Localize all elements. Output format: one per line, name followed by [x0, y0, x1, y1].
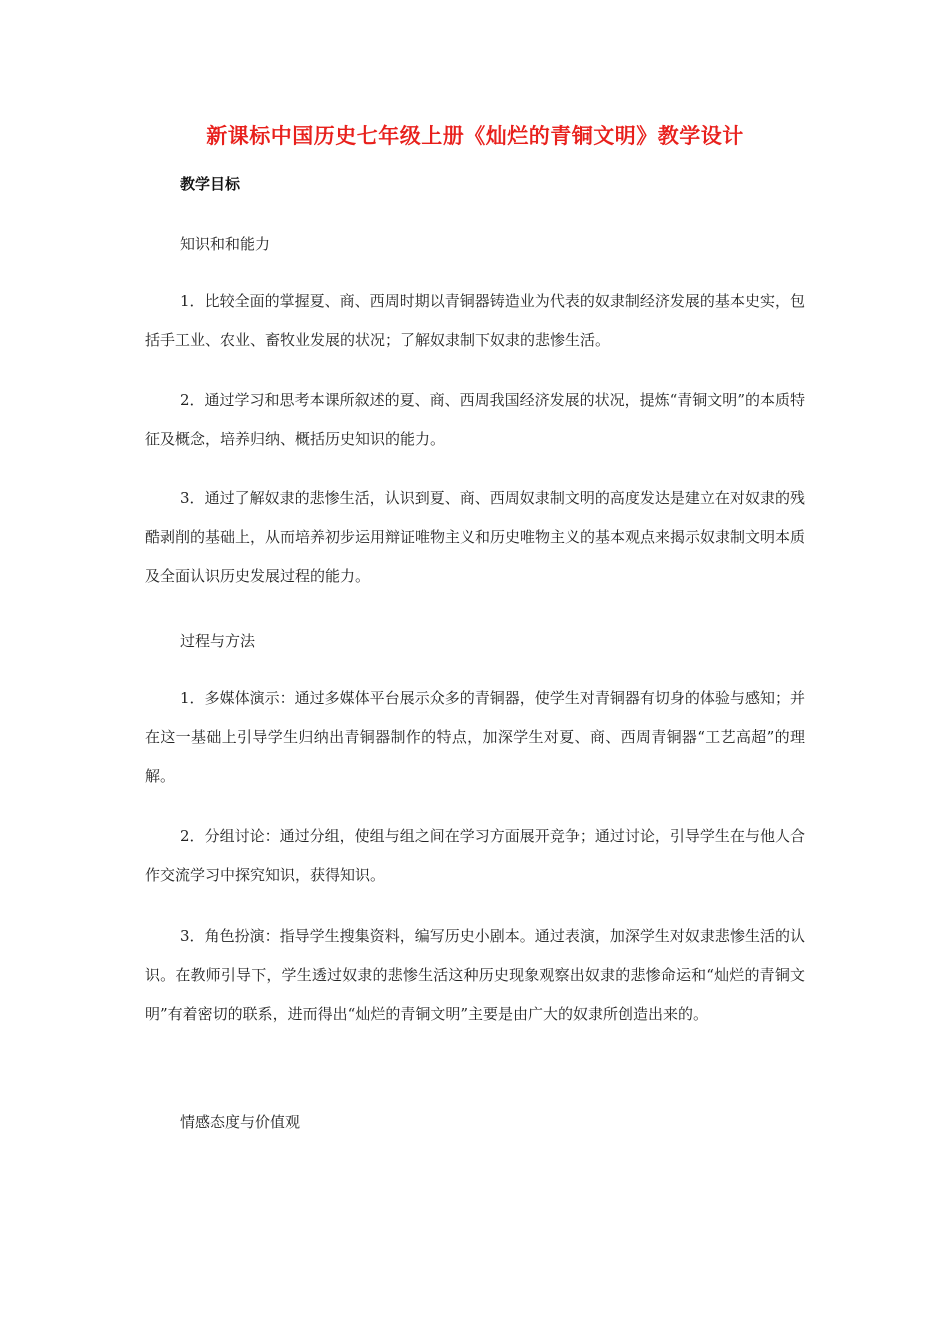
section-heading-teaching-goals: 教学目标 [180, 175, 241, 193]
paragraph-process-1: 1．多媒体演示：通过多媒体平台展示众多的青铜器，使学生对青铜器有切身的体验与感知；并在这一基础上引导学生归纳出青铜器制作的特点，加深学生对夏、商、西周青铜器“工艺高超”的理解。 [145, 689, 805, 785]
paragraph-knowledge-3: 3．通过了解奴隶的悲惨生活，认识到夏、商、西周奴隶制文明的高度发达是建立在对奴隶的残酷剥削的基础上，从而培养初步运用辩证唯物主义和历史唯物主义的基本观点来揭示奴隶制文明本质及全面认识历史发展过程的能力。 [145, 489, 806, 585]
subheading-process-method: 过程与方法 [180, 632, 256, 650]
paragraph-process-2: 2．分组讨论：通过分组，使组与组之间在学习方面展开竞争；通过讨论，引导学生在与他人合作交流学习中探究知识，获得知识。 [145, 827, 805, 884]
document-title: 新课标中国历史七年级上册《灿烂的青铜文明》教学设计 [206, 124, 744, 148]
paragraph-knowledge-1: 1．比较全面的掌握夏、商、西周时期以青铜器铸造业为代表的奴隶制经济发展的基本史实，包括手工业、农业、畜牧业发展的状况；了解奴隶制下奴隶的悲惨生活。 [145, 292, 805, 349]
subheading-knowledge-ability: 知识和和能力 [180, 235, 271, 253]
subheading-emotion-values: 情感态度与价值观 [180, 1113, 301, 1131]
paragraph-process-3: 3．角色扮演：指导学生搜集资料，编写历史小剧本。通过表演，加深学生对奴隶悲惨生活的认识。在教师引导下，学生透过奴隶的悲惨生活这种历史现象观察出奴隶的悲惨命运和“灿烂的青铜文明”有着密切的联系，进而得出“灿烂的青铜文明”主要是由广大的奴隶所创造出来的。 [145, 927, 805, 1023]
paragraph-knowledge-2: 2．通过学习和思考本课所叙述的夏、商、西周我国经济发展的状况，提炼“青铜文明”的本质特征及概念，培养归纳、概括历史知识的能力。 [145, 391, 805, 448]
